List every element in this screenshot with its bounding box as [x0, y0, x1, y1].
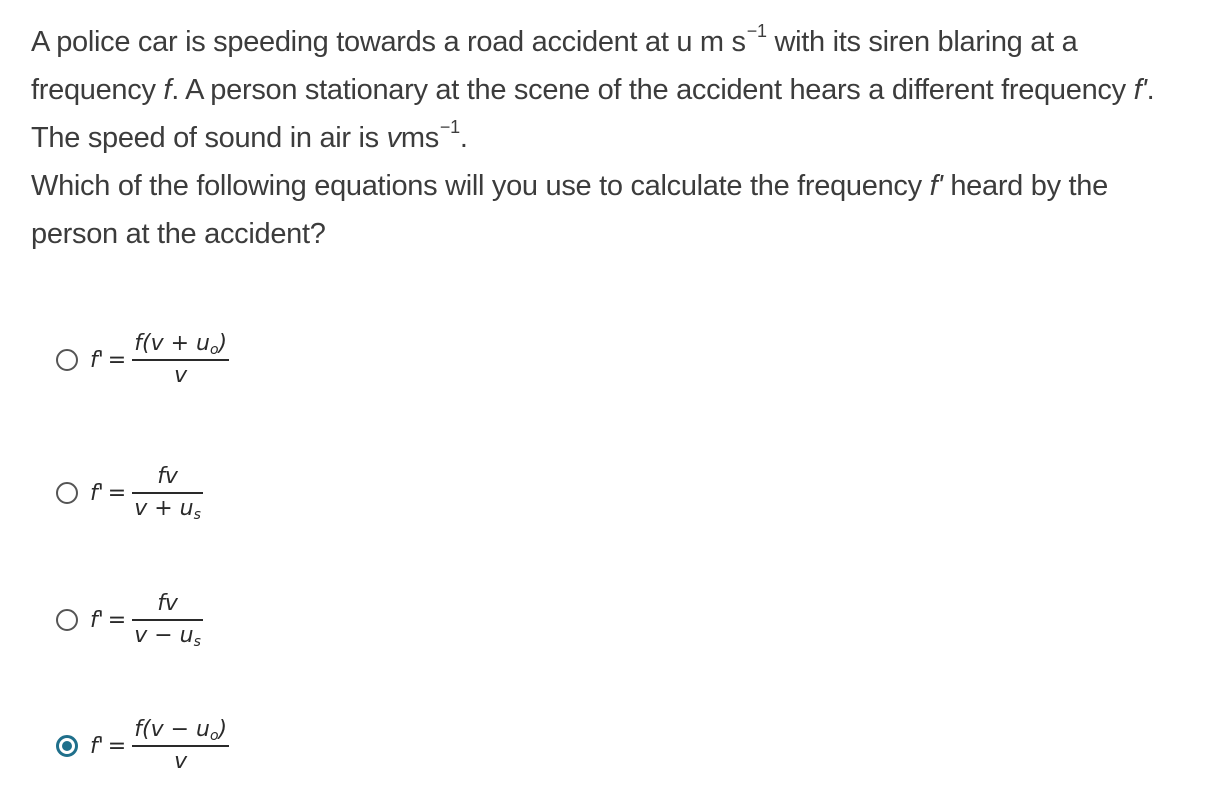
- question-text-part: ms: [400, 122, 439, 154]
- formula-lhs: [90, 481, 126, 506]
- question-paragraph-2: [31, 162, 1191, 258]
- equals-sign: =: [107, 347, 127, 373]
- denominator: [132, 494, 203, 524]
- question-text-part: .: [459, 122, 468, 154]
- numerator: [132, 329, 229, 359]
- formula-option-3: [90, 589, 203, 651]
- denominator: [172, 747, 189, 777]
- numerator-close: ): [218, 331, 228, 357]
- option-1[interactable]: [56, 320, 229, 400]
- numerator: [155, 462, 180, 492]
- equals-sign: =: [107, 607, 127, 633]
- radio-button-option-4-selected[interactable]: [56, 735, 78, 757]
- fraction: [132, 589, 203, 651]
- formula-lhs: [90, 348, 126, 373]
- formula-option-1: [90, 329, 229, 391]
- fraction: [132, 715, 229, 777]
- denominator-text: v: [174, 362, 188, 388]
- lhs-symbol: f': [90, 733, 104, 759]
- numerator: [132, 715, 229, 745]
- radio-button-option-2[interactable]: [56, 482, 78, 504]
- option-3[interactable]: [56, 580, 203, 660]
- formula-option-2: [90, 462, 203, 524]
- symbol-f-prime: f': [929, 170, 943, 202]
- radio-button-option-3[interactable]: [56, 609, 78, 631]
- question-text-part: A police car is speeding towards a road accident at u m s: [31, 26, 746, 58]
- option-4[interactable]: [56, 706, 229, 786]
- equals-sign: =: [107, 733, 127, 759]
- denominator: [132, 621, 203, 651]
- numerator-text: f(v + u: [134, 331, 210, 357]
- fraction: [132, 462, 203, 524]
- exponent: −1: [746, 21, 767, 42]
- question-text-part: Which of the following equations will you use to calculate the frequency: [31, 170, 930, 202]
- numerator-close: ): [218, 717, 228, 743]
- exponent: −1: [439, 117, 460, 138]
- equals-sign: =: [107, 480, 127, 506]
- symbol-f-prime: f': [1133, 74, 1147, 106]
- numerator-text: fv: [157, 591, 178, 617]
- numerator-text: f(v − u: [134, 717, 210, 743]
- radio-button-option-1[interactable]: [56, 349, 78, 371]
- denominator-text: v − u: [134, 622, 194, 648]
- option-2[interactable]: [56, 453, 203, 533]
- denominator-text: v: [174, 748, 188, 774]
- formula-lhs: [90, 608, 126, 633]
- lhs-symbol: f': [90, 607, 104, 633]
- denominator-subscript: s: [193, 633, 201, 650]
- question-paragraph-1: [31, 18, 1191, 162]
- denominator-subscript: s: [193, 506, 201, 523]
- symbol-v: v: [386, 122, 401, 154]
- symbol-f: f: [163, 74, 172, 106]
- numerator: [155, 589, 180, 619]
- formula-lhs: [90, 734, 126, 759]
- lhs-symbol: f': [90, 347, 104, 373]
- lhs-symbol: f': [90, 480, 104, 506]
- question-text-part: heard by the person at the accident?: [31, 170, 1108, 250]
- question-text-part: . A person stationary at the scene of the accident hears a different frequency: [171, 74, 1134, 106]
- numerator-text: fv: [157, 464, 178, 490]
- numerator-subscript: o: [209, 342, 219, 359]
- formula-option-4: [90, 715, 229, 777]
- denominator: [172, 361, 189, 391]
- fraction: [132, 329, 229, 391]
- question-text-part: with its siren blaring at a frequency: [31, 26, 1078, 106]
- numerator-subscript: o: [209, 728, 219, 745]
- question-text-part: . The speed of sound in air is: [31, 74, 1155, 154]
- denominator-text: v + u: [134, 495, 194, 521]
- question-text: [31, 18, 1191, 258]
